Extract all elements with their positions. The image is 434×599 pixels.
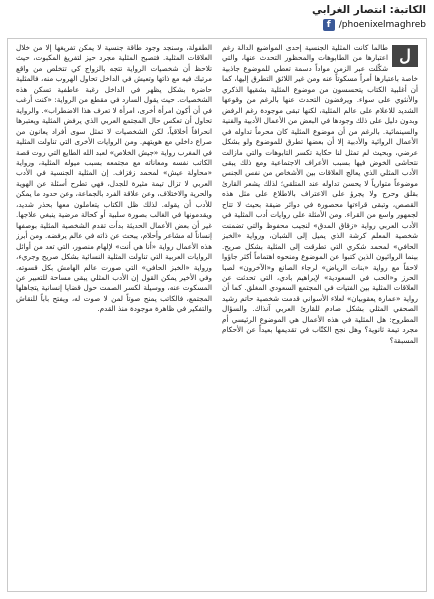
article-column-right [222,43,418,587]
handle-text: /phoenixelmaghreb [338,20,426,30]
column-right-text: طالما كانت المثلية الجنسية إحدى المواضيع الدالة رغم اعتبارها من الطابوهات والمحظور التحدث عنها، والتي شكّلت عبر الزمن مواداً دسمة تعطي للموضوع جاذبية خاصة باعتبارها أمراً مسكوتاً عنه ومن غير اللائق التطرق إليها، كما أن أغلبية الكتاب يتحسسون من موضوع المثلية بشقيها الذكري والأنثوي على سواء. ويرفضون التحدث عنها بالرغم من وقوعها الشديد للاعلام على عالم المثلية، لكنها تبقى موجودة رغم الرفض وبدون دليل على ذلك وجودها في البعض من الأعمال الأدبية والفنية والسينمائية. بالرغم من أن موضوع المثلية كان محرماً تداوله في الأعمال الروائية والأدبية إلا أن بعضها تطرق للموضوع ولو بشكل عرضي، وبحيث لم تمثل لنا حكاية تكسر التابوهات والتي مازالت نتحاشى الخوض فيها بسبب الأعراف الاجتماعية ومع ذلك يبقى الأدب المثلي الذي يعالج العلاقات بين الأشخاص من نفس الجنس موضوعاً متوارياً لا يحسن تداوله عند المتلقي؛ لذلك يشعر القارئ بقلق وحرج ولا يجرؤ على الاعتراف بالاطلاع على مثل هذه القصص، وتبقى قراءتها محصورة في دوائر ضيقة بحيث لا تتاح لجمهور واسع من القراء. ومن الأمثلة على روايات أدب المثلية في الأدب العربي رواية «زقاق المدق» لنجيب محفوظ والتي تضمنت شخصية المعلم كرشة الذي يميل إلى الشبان، ورواية «الخبز الحافي» لمحمد شكري التي تطرقت إلى المثلية بشكل صريح. بينما الروائيون الذين كتبوا عن الموضوع ومنحوه اهتماماً أكثر جاؤوا لاحقاً مع رواية «بنات الرياض» لرجاء الصانع و«الآخرون» لصبا الحرز و«الحب في السعودية» لإبراهيم بادي، التي تحدثت عن العلاقات المثلية بين الفتيات في المجتمع السعودي المغلق. كما أن رواية «عمارة يعقوبيان» لعلاء الأسواني قدمت شخصية حاتم رشيد الصحفي المثلي بشكل صادم للقارئ العربي آنذاك. والسؤال المطروح: هل المثلية في هذه الأعمال هي الموضوع الرئيسي أم مجرد تيمة ثانوية؟ وهل نجح الكتّاب في تقديمها بعيداً عن الأحكام المسبقة؟ [222,43,418,345]
article-frame [7,38,427,592]
facebook-icon: f [323,19,335,31]
article-column-left [16,43,212,587]
author-byline: الكاتبة: انتصار الغرابي [311,4,426,16]
page-header [0,0,434,36]
social-handle[interactable] [323,19,426,31]
drop-cap: ل [392,45,418,67]
column-left-text: الطفولة، وسنجد وجود طاقة جنسية لا يمكن تفريغها إلا من خلال العلاقات المثلية. فتصبح المثلية مجرد حيز لتفريغ المكبوت، حيث تلاحظ أن شخصيات الرواية تتجه بالزواج كي تتخلص من واقع مرتبك فيه مع ذاتها وتعيش في الداخل تحاول الهروب منه، فالمثلية حاضرة بشكل يظهر في الداخل رغبة عاطفية تسكن هذه الشخصيات. حيث يقول السارد في مقطع من الرواية: «كنت أرغب في أن أكون امرأة أخرى، امرأة لا تعرف هذا الاضطراب». والرواية تحاول أن تعكس حال المجتمع العربي الذي يرفض المثلية ويعتبرها انحرافاً أخلاقياً، لكن الشخصيات لا تمثل سوى أفراد يعانون من صراع داخلي مع هويتهم. ومن الروايات الأخرى التي تناولت المثلية في المغرب رواية «جيش الخلاص» لعبد الله الطايع التي روت قصة الكاتب نفسه ومعاناته مع مجتمعه بسبب ميوله المثلية، ورواية «محاولة عيش» لمحمد زفزاف. إن المثلية الجنسية في الأدب العربي لا تزال تيمة مثيرة للجدل، فهي تطرح أسئلة عن الهوية والحرية والاختلاف، وعن علاقة الفرد بالجماعة، وعن حدود ما يمكن للأدب أن يقوله. لذلك ظل الكتاب يتعاملون معها بحذر شديد، ويقدمونها في الغالب بصورة سلبية أو كحالة مرضية ينبغي علاجها. غير أن بعض الأعمال الحديثة بدأت تقدم الشخصية المثلية بوصفها إنساناً له مشاعر وأحلام، يبحث عن ذاته في عالم يرفضه. ومن أبرز هذه الأعمال رواية «أنا هي أنت» لإلهام منصور، التي تعد من أوائل الروايات العربية التي تناولت المثلية النسائية بشكل صريح وجريء، ورواية «الخبز الحافي» التي صورت عالم الهامش بكل قسوته. وفي الأخير يمكن القول إن الأدب المثلي يبقى مساحة للتعبير عن المسكوت عنه، ووسيلة لكسر الصمت حول قضايا إنسانية يتجاهلها المجتمع، فالكاتب يمنح صوتاً لمن لا صوت له، ويفتح باباً للنقاش والتفكير في ظاهرة موجودة منذ القدم. [16,43,212,314]
article-columns [16,43,418,587]
